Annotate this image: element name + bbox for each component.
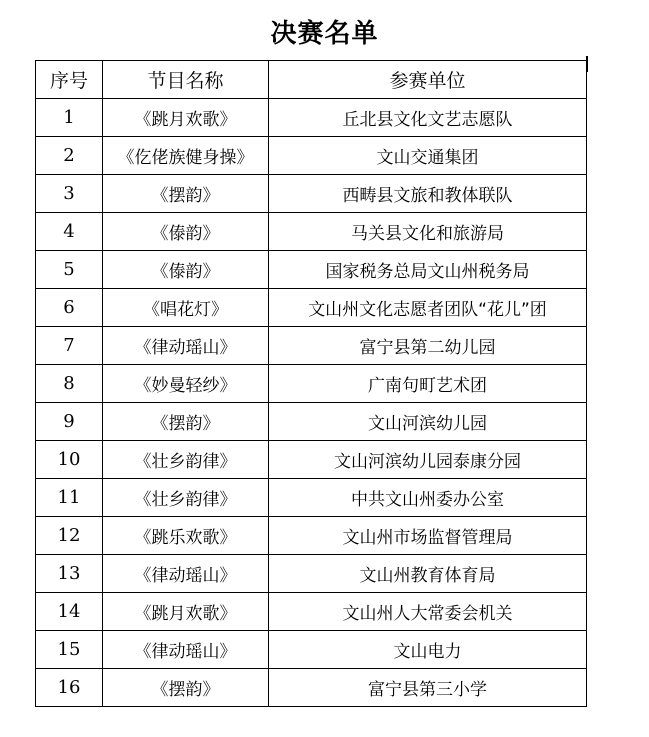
program-name: 《傣韵》 <box>103 251 269 289</box>
header-program: 节目名称 <box>103 61 269 99</box>
row-number: 12 <box>36 517 103 555</box>
table-row <box>36 593 587 631</box>
table-row <box>36 441 587 479</box>
participant-unit: 富宁县第三小学 <box>269 669 587 707</box>
participant-unit: 广南句町艺术团 <box>269 365 587 403</box>
program-name: 《仡佬族健身操》 <box>103 137 269 175</box>
table-row <box>36 669 587 707</box>
table-row <box>36 289 587 327</box>
table-row <box>36 555 587 593</box>
table-row <box>36 365 587 403</box>
participant-unit: 文山州人大常委会机关 <box>269 593 587 631</box>
table-row <box>36 517 587 555</box>
row-number: 4 <box>36 213 103 251</box>
program-name: 《妙曼轻纱》 <box>103 365 269 403</box>
row-number: 9 <box>36 403 103 441</box>
table-row <box>36 327 587 365</box>
participant-unit: 文山交通集团 <box>269 137 587 175</box>
row-number: 11 <box>36 479 103 517</box>
program-name: 《唱花灯》 <box>103 289 269 327</box>
finalists-table <box>35 60 587 707</box>
row-number: 14 <box>36 593 103 631</box>
table-row <box>36 175 587 213</box>
participant-unit: 文山州文化志愿者团队“花儿”团 <box>269 289 587 327</box>
participant-unit: 西畴县文旅和教体联队 <box>269 175 587 213</box>
table-row <box>36 251 587 289</box>
table-row <box>36 99 587 137</box>
header-no: 序号 <box>36 61 103 99</box>
row-number: 13 <box>36 555 103 593</box>
participant-unit: 文山州市场监督管理局 <box>269 517 587 555</box>
program-name: 《律动瑶山》 <box>103 555 269 593</box>
row-number: 15 <box>36 631 103 669</box>
table-row <box>36 137 587 175</box>
program-name: 《摆韵》 <box>103 175 269 213</box>
program-name: 《摆韵》 <box>103 403 269 441</box>
program-name: 《摆韵》 <box>103 669 269 707</box>
table-row <box>36 213 587 251</box>
row-number: 8 <box>36 365 103 403</box>
row-number: 16 <box>36 669 103 707</box>
table-row <box>36 479 587 517</box>
row-number: 10 <box>36 441 103 479</box>
participant-unit: 中共文山州委办公室 <box>269 479 587 517</box>
program-name: 《律动瑶山》 <box>103 327 269 365</box>
participant-unit: 马关县文化和旅游局 <box>269 213 587 251</box>
participant-unit: 文山电力 <box>269 631 587 669</box>
program-name: 《跳月欢歌》 <box>103 593 269 631</box>
row-number: 2 <box>36 137 103 175</box>
table-row <box>36 631 587 669</box>
header-unit: 参赛单位 <box>269 61 587 99</box>
participant-unit: 富宁县第二幼儿园 <box>269 327 587 365</box>
program-name: 《律动瑶山》 <box>103 631 269 669</box>
table-header-row <box>36 61 587 99</box>
table-row <box>36 403 587 441</box>
row-number: 1 <box>36 99 103 137</box>
participant-unit: 文山河滨幼儿园 <box>269 403 587 441</box>
row-number: 7 <box>36 327 103 365</box>
table-body <box>36 99 587 707</box>
participant-unit: 国家税务总局文山州税务局 <box>269 251 587 289</box>
program-name: 《壮乡韵律》 <box>103 479 269 517</box>
program-name: 《傣韵》 <box>103 213 269 251</box>
program-name: 《壮乡韵律》 <box>103 441 269 479</box>
row-number: 5 <box>36 251 103 289</box>
participant-unit: 文山州教育体育局 <box>269 555 587 593</box>
program-name: 《跳月欢歌》 <box>103 99 269 137</box>
row-number: 3 <box>36 175 103 213</box>
participant-unit: 文山河滨幼儿园泰康分园 <box>269 441 587 479</box>
participant-unit: 丘北县文化文艺志愿队 <box>269 99 587 137</box>
program-name: 《跳乐欢歌》 <box>103 517 269 555</box>
page-title: 决赛名单 <box>270 19 379 49</box>
row-number: 6 <box>36 289 103 327</box>
